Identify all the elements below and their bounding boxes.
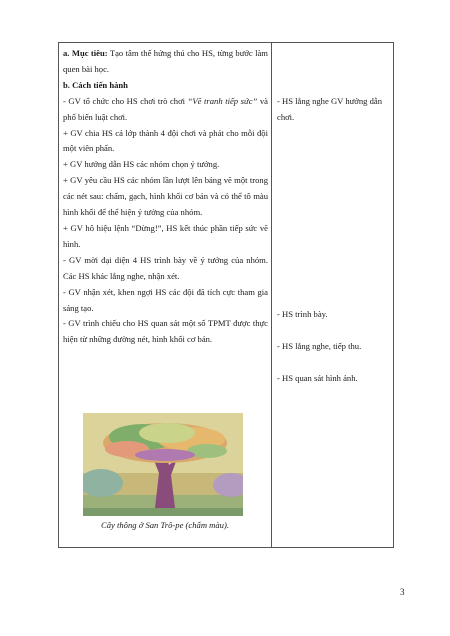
lesson-table xyxy=(58,42,394,548)
student-listen-absorb: - HS lắng nghe, tiếp thu. xyxy=(277,341,362,351)
game-name: “Vẽ tranh tiếp sức” xyxy=(187,95,258,106)
student-present: - HS trình bày. xyxy=(277,309,328,319)
objective-label: a. Mục tiêu: xyxy=(63,48,108,58)
objective-paragraph xyxy=(63,46,268,78)
student-listen-instructions: - HS lắng nghe GV hướng dẫn chơi. xyxy=(277,96,382,122)
teams-paragraph: + GV chia HS cả lớp thành 4 đội chơi và phát cho mỗi đội một viên phấn. xyxy=(63,127,268,154)
page-number: 3 xyxy=(400,587,405,597)
procedure-heading: b. Cách tiến hành xyxy=(63,79,128,90)
praise-paragraph: - GV nhận xét, khen ngợi HS các đội đã tích cực tham gia sáng tạo. xyxy=(63,286,268,313)
painting-caption: Cây thông ở San Trô-pe (chấm màu). xyxy=(101,520,229,530)
student-observe: - HS quan sát hình ảnh. xyxy=(277,373,358,383)
teacher-activities-column xyxy=(63,46,268,348)
column-divider xyxy=(271,43,272,547)
game-paragraph xyxy=(63,94,268,126)
ideas-paragraph: + GV hướng dẫn HS các nhóm chọn ý tưởng. xyxy=(63,159,220,170)
drawing-paragraph: + GV yêu cầu HS các nhóm lần lượt lên bảng vẽ một trong các nét sau: chấm, gạch, hình khối cơ bản và có thể tô màu hình khối để thể hiện ý tưởng của nhóm. xyxy=(63,175,268,218)
student-activities-column xyxy=(277,43,389,547)
artwork-paragraph: - GV trình chiếu cho HS quan sát một số TPMT được thực hiện từ những đường nét, hình khối cơ bản. xyxy=(63,318,268,345)
present-paragraph: - GV mời đại diện 4 HS trình bày về ý tưởng của nhóm. Các HS khác lắng nghe, nhận xét. xyxy=(63,254,268,281)
game-intro: - GV tổ chức cho HS chơi trò chơi xyxy=(63,95,188,106)
objective-text: Tạo tâm thế hứng thú cho HS, từng bước làm quen bài học. xyxy=(63,48,268,74)
stop-paragraph: + GV hô hiệu lệnh “Dừng!”, HS kết thúc phần tiếp sức vẽ hình. xyxy=(63,222,268,249)
pine-tree-painting xyxy=(83,413,243,516)
game-rules: và phổ biến luật chơi. xyxy=(63,95,268,122)
